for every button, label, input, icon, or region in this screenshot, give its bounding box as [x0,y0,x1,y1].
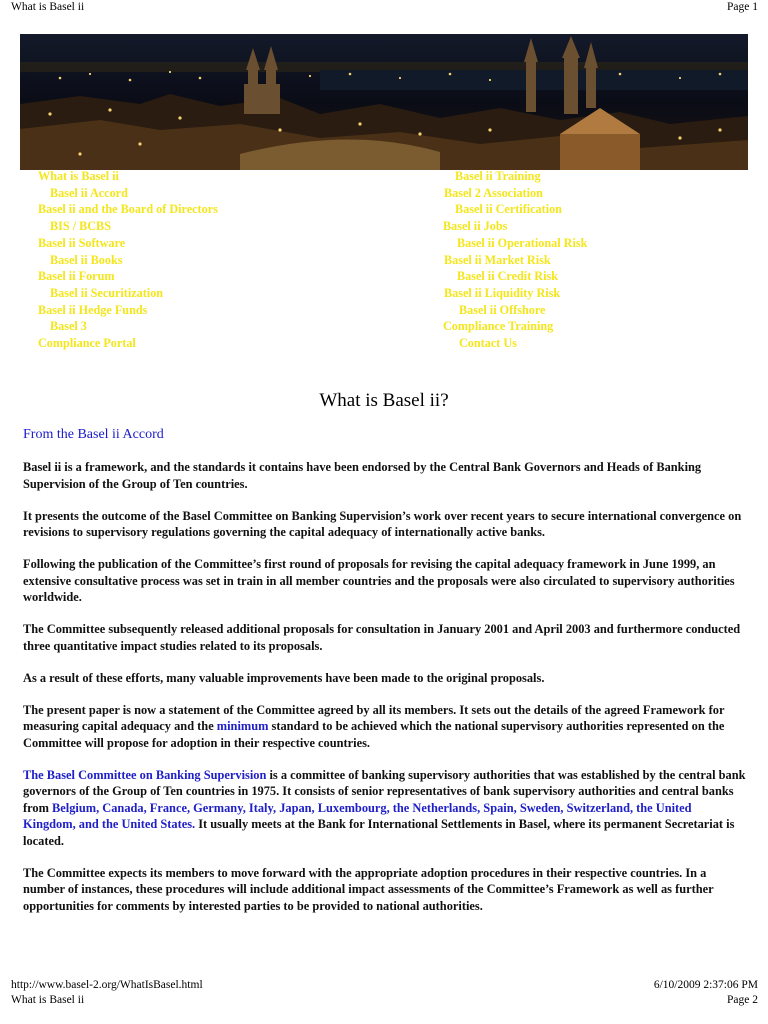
nav-link-bis-bcbs[interactable]: BIS / BCBS [50,219,111,234]
paragraph-6-text-b: standard to be achieved which the national supervisory authorities represented on the Committee will propose for adoption in their respective countries. [23,719,725,750]
paragraph-6 [23,702,747,752]
print-header [11,0,758,14]
minimum-link[interactable]: minimum [216,719,269,733]
paragraph-1: Basel ii is a framework, and the standards it contains have been endorsed by the Central Bank Governors and Heads of Banking Supervision of the Group of Ten countries. [23,460,702,491]
nav-link-contact-us[interactable]: Contact Us [459,336,517,351]
nav-link-basel-ii-books[interactable]: Basel ii Books [50,252,123,267]
paragraph-7-text-a: is a committee of banking supervisory authorities that was established by the central bank governors of the Group of Ten countries in 1975. It consists of senior representatives of bank supervisory authorities and central banks from [23,767,746,815]
nav-link-basel-ii-software[interactable]: Basel ii Software [38,235,126,250]
nav-link-compliance-training[interactable]: Compliance Training [443,319,554,334]
nav-link-basel-ii-accord[interactable]: Basel ii Accord [50,185,128,200]
nav-link-board-of-directors[interactable]: Basel ii and the Board of Directors [38,202,218,217]
nav-link-certification[interactable]: Basel ii Certification [455,202,562,217]
paragraph-4: The Committee subsequently released additional proposals for consultation in January 2001 and April 2003 and furthermore conducted three quantitative impact studies related to its proposals. [23,622,741,653]
paragraph-7-text-b: It usually meets at the Bank for International Settlements in Basel, where its permanent Secretariat is located. [23,817,735,848]
nav-link-training[interactable]: Basel ii Training [455,169,541,183]
footer-page-number: Page 2 [727,994,758,1006]
nav-link-hedge-funds[interactable]: Basel ii Hedge Funds [38,302,148,317]
paragraph-8: The Committee expects its members to move forward with the appropriate adoption procedures in their respective countries. In a number of instances, these procedures will include additional impact assessments of the Committee’s Framework as well as further opportunities for comments by interested parties to be provided to national authorities. [23,865,714,913]
nav-link-compliance-portal[interactable]: Compliance Portal [38,336,136,351]
banner-image [20,34,748,170]
nav-link-market-risk[interactable]: Basel ii Market Risk [444,252,551,267]
footer-title: What is Basel ii [11,994,85,1006]
header-page-number: Page 1 [727,1,758,13]
header-title: What is Basel ii [11,1,85,13]
paragraph-7 [23,767,747,850]
print-footer [11,978,758,1008]
footer-url: http://www.basel-2.org/WhatIsBasel.html [11,979,203,991]
paragraph-3: Following the publication of the Committee’s first round of proposals for revising the capital adequacy framework in June 1999, an extensive consultative process was set in train in all member countries and the proposals were also circulated to supervisory authorities worldwide. [23,557,735,604]
nav-link-association[interactable]: Basel 2 Association [444,185,543,200]
nav-link-offshore[interactable]: Basel ii Offshore [459,302,546,317]
nav-link-securitization[interactable]: Basel ii Securitization [50,285,164,300]
nav-link-basel-3[interactable]: Basel 3 [50,319,87,334]
nav-link-operational-risk[interactable]: Basel ii Operational Risk [457,235,588,250]
basel-committee-link[interactable]: The Basel Committee on Banking Supervision [23,767,267,782]
nav-link-credit-risk[interactable]: Basel ii Credit Risk [457,269,559,284]
article-body [23,459,747,930]
paragraph-2: It presents the outcome of the Basel Committee on Banking Supervision’s work over recent years to secure international convergence on revisions to supervisory regulations governing the capital adequacy of internationally active banks. [23,508,742,539]
nav-link-what-is-basel-ii[interactable]: What is Basel ii [38,169,119,183]
nav-link-liquidity-risk[interactable]: Basel ii Liquidity Risk [444,285,561,300]
nav-right-column [443,168,587,352]
section-subtitle: From the Basel ii Accord [23,427,164,442]
nav-link-basel-ii-forum[interactable]: Basel ii Forum [38,269,115,284]
nav-left-column [38,168,218,352]
paragraph-6-text-a: The present paper is now a statement of the Committee agreed by all its members. It sets out the details of the agreed Framework for measuring capital adequacy and the [23,702,725,733]
night-cityscape-icon [20,34,748,170]
nav-link-jobs[interactable]: Basel ii Jobs [443,219,508,234]
paragraph-5: As a result of these efforts, many valuable improvements have been made to the original proposals. [23,670,545,685]
member-countries-links[interactable]: Belgium, Canada, France, Germany, Italy, Japan, Luxembourg, the Netherlands, Spain, Sweden, Switzerland, the United Kingdom, and the United States. [23,800,692,831]
footer-timestamp: 6/10/2009 2:37:06 PM [653,979,758,991]
page-title: What is Basel ii? [319,390,449,411]
